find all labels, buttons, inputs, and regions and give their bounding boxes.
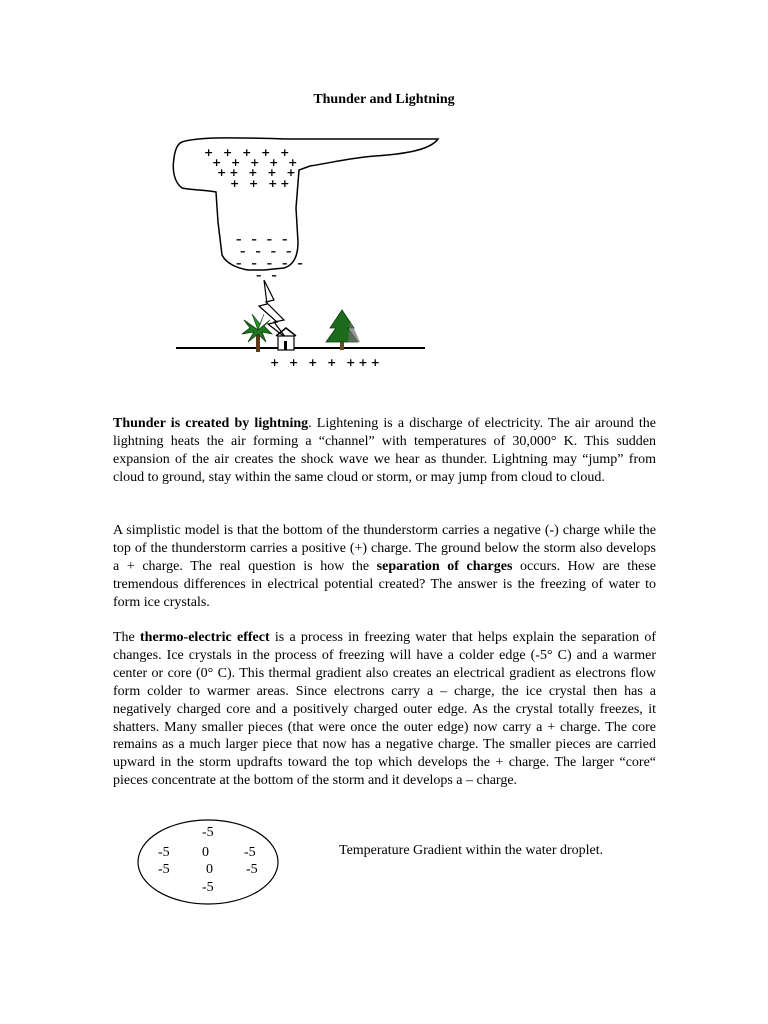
paragraph-text: . Lightening is a discharge of electricity. The air around the lightning heats the air forming a “channel” with temperatures of 30,000° K. This sudden expansion of the air creates the shock wave we hear as thunder. Lightning may “jump” from cloud to ground, stay within the same cloud or storm, or may jump from cloud to cloud. [113,416,656,485]
cloud-bottom-charge-row: – – – – – [236,257,306,270]
thunderstorm-diagram [160,130,450,375]
pine-tree-icon [326,310,360,350]
paragraph-text: occurs. How are these tremendous differences in electrical potential created? The answer is the freezing of water to form ice crystals. [113,558,656,610]
cloud-top-charge-row: + + ++ [230,177,293,190]
ground-charge-row: + + + + +++ [270,356,383,369]
page-title: Thunder and Lightning [313,92,455,107]
droplet-value-right: -5 [246,862,258,877]
cloud-top-charge-row: + + + + + [212,156,301,169]
paragraph-text: The [113,630,141,645]
droplet-value-left: -5 [158,845,170,860]
droplet-value-center: 0 [206,862,213,877]
droplet-value-center: 0 [202,845,209,860]
droplet-value-bottom: -5 [202,880,214,895]
paragraph-thunder [113,415,656,487]
palm-tree-icon [242,314,272,352]
cloud-bottom-charge-row: – – [256,269,280,282]
droplet-caption: Temperature Gradient within the water droplet. [339,843,604,858]
paragraph-text: is a process in freezing water that helps explain the separation of changes. Ice crystals in the process of freezing will have a colder edge (-5° C) and a warmer center or core (0° C). This thermal gradient also creates an electrical gradient as electrons flow form colder to warmer areas. Since electrons carry a – charge, the ice crystal then has a negatively charged core and a positively charged outer edge. As the crystal totally freezes, it shatters. Many smaller pieces (that were once the outer edge) now carry a + charge. The core remains as a much larger piece that now has a negative charge. The smaller pieces are carried upward in the storm updrafts toward the top which develops the + charge. The larger “core“ pieces concentrate at the bottom of the storm and it develops a – charge. [113,630,657,789]
paragraph-bold-term: thermo-electric effect [140,630,270,645]
droplet-value-right: -5 [244,845,256,860]
water-droplet-diagram [136,818,280,906]
cloud-top-charge-row: ++ + + + [217,166,299,179]
paragraph-thermo-electric [113,629,656,790]
cloud-top-charge-row: + + + + + [204,146,293,159]
cloud-bottom-charge-row: – – – – [236,233,291,246]
paragraph-bold-term: separation of charges [376,558,513,574]
paragraph-text: A simplistic model is that the bottom of the thunderstorm carries a negative (-) charge while the top of the thunderstorm carries a positive (+) charge. The ground below the storm also develops a + charge. The real question is how the [113,523,656,574]
paragraph-charge-model [113,522,656,612]
droplet-value-top: -5 [202,825,214,840]
cloud-bottom-charge-row: – – – – [240,245,295,258]
paragraph-lead: Thunder is created by lightning [113,416,309,431]
droplet-value-left: -5 [158,862,170,877]
